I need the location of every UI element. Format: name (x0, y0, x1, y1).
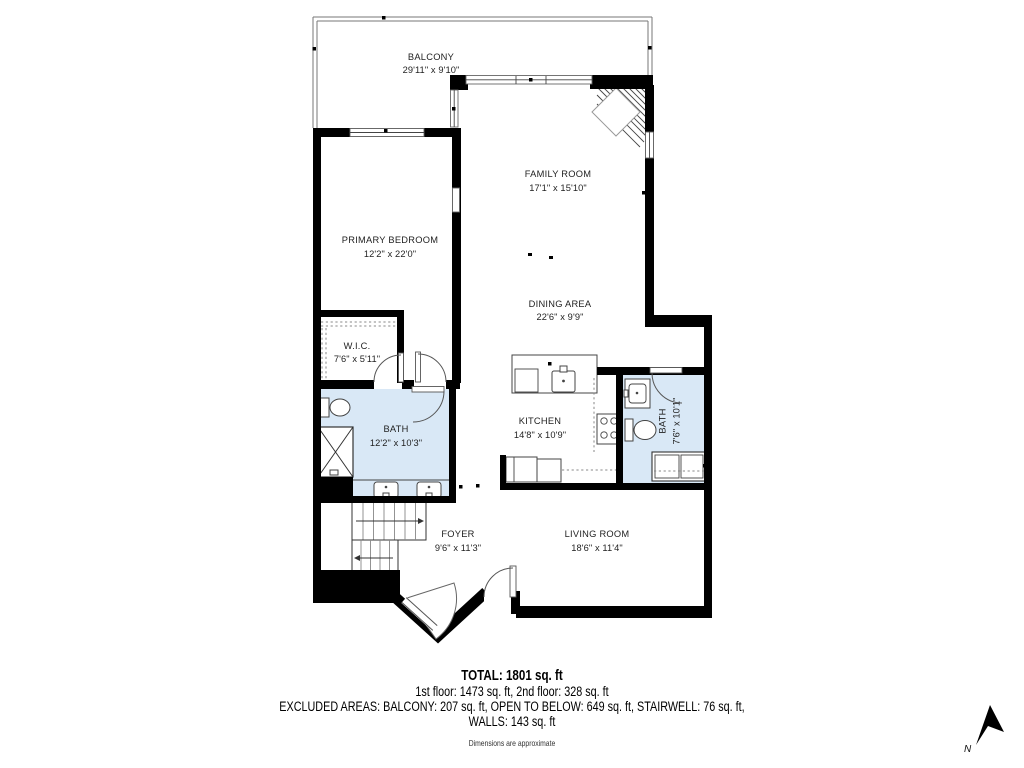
window (453, 188, 460, 212)
north-arrow-icon (976, 705, 1004, 745)
family-room-name: FAMILY ROOM (524, 169, 592, 179)
dining-area-name: DINING AREA (528, 299, 592, 309)
wic-dims: 7'6" x 5'11" (333, 354, 381, 364)
stairwell-open-to-below (592, 88, 646, 147)
room-label-wic (334, 341, 380, 364)
primary-bedroom-dims: 12'2" x 22'0" (363, 249, 417, 259)
wic-door (399, 353, 404, 382)
foyer-name: FOYER (441, 529, 475, 539)
room-label-dining-area (529, 299, 592, 322)
bath-right-name: BATH (657, 408, 668, 434)
family-room-dims: 17'1" x 15'10" (529, 183, 587, 193)
bedroom-door (416, 352, 421, 382)
kitchen-dims: 14'8" x 10'9" (513, 430, 567, 440)
summary-excluded: EXCLUDED AREAS: BALCONY: 207 sq. ft, OPEN TO BELOW: 649 sq. ft, STAIRWELL: 76 sq. ft, (279, 699, 745, 714)
bath-right-door (650, 368, 682, 374)
dining-area-dims: 22'6" x 9'9" (536, 312, 584, 322)
living-room-dims: 18'6" x 11'4" (571, 543, 623, 553)
refrigerator (506, 457, 537, 482)
room-label-primary-bedroom (342, 235, 438, 259)
bath-left-name: BATH (383, 424, 409, 434)
living-room-name: LIVING ROOM (564, 529, 630, 539)
room-label-balcony (403, 52, 460, 75)
balcony-name: BALCONY (407, 52, 455, 62)
room-label-kitchen (514, 416, 566, 440)
balcony-dims: 29'11" x 9'10" (402, 65, 460, 75)
room-label-foyer (435, 529, 481, 553)
north-arrow (964, 705, 1004, 755)
foyer-staircase (352, 502, 426, 576)
room-label-family-room (525, 169, 591, 193)
bath-left-dims: 12'2" x 10'3" (369, 438, 423, 448)
bath-left-door (412, 387, 444, 393)
room-label-living-room (565, 529, 630, 553)
kitchen-name: KITCHEN (518, 416, 562, 426)
summary-total: TOTAL: 1801 sq. ft (461, 668, 563, 684)
north-label: N (964, 744, 972, 755)
summary-note: Dimensions are approximate (468, 738, 556, 748)
foyer-door (510, 566, 516, 597)
summary-walls: WALLS: 143 sq. ft (468, 714, 556, 729)
summary-floors: 1st floor: 1473 sq. ft, 2nd floor: 328 sq. ft (415, 684, 609, 699)
toilet (320, 398, 329, 417)
bath-right-dims: 7'6" x 10'1" (671, 397, 682, 445)
area-summary (102, 669, 921, 751)
primary-bedroom-name: PRIMARY BEDROOM (341, 235, 439, 245)
wic-name: W.I.C. (343, 341, 371, 351)
foyer-dims: 9'6" x 11'3" (434, 543, 482, 553)
toilet (625, 419, 633, 441)
